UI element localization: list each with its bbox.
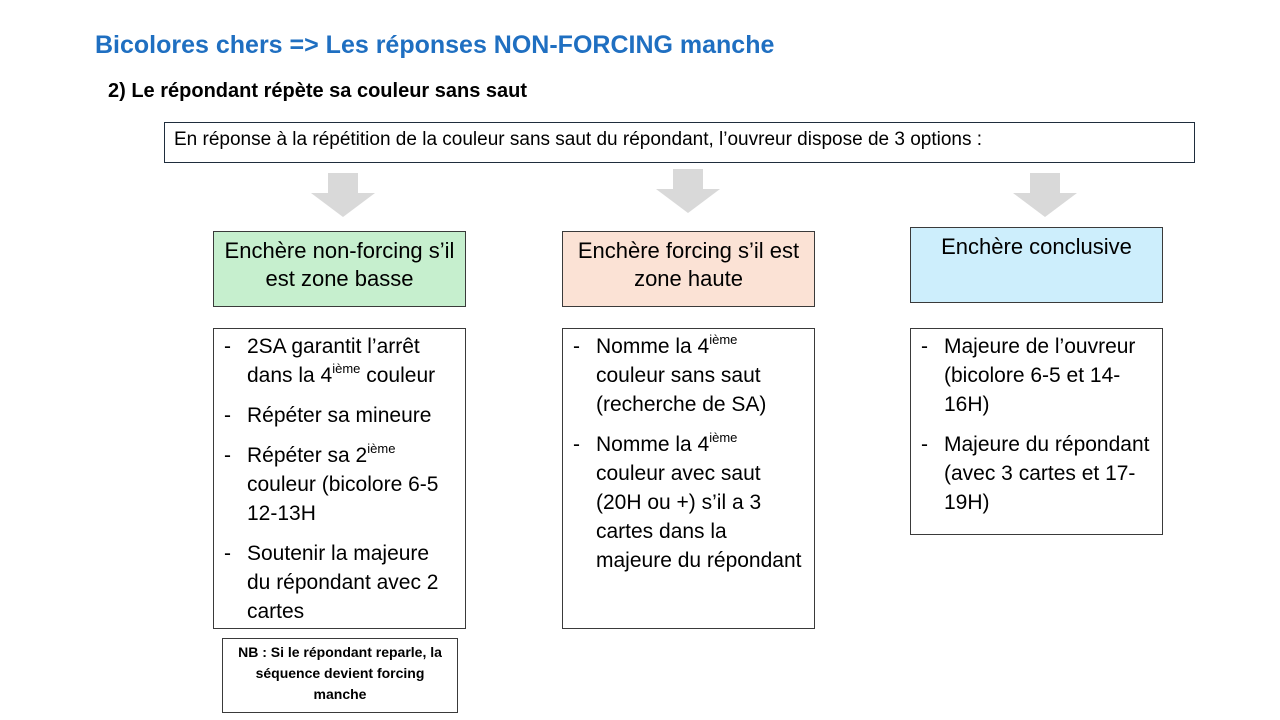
header-forcing: Enchère forcing s’il est zone haute (562, 231, 815, 307)
down-arrow-icon (311, 173, 375, 217)
list-item: - Répéter sa mineure (214, 401, 455, 430)
list-item: - 2SA garantit l’arrêt dans la 4ième couleur (214, 332, 455, 390)
list-item: - Répéter sa 2ième couleur (bicolore 6-5 12-13H (214, 441, 455, 528)
list-item: - Soutenir la majeure du répondant avec 2 cartes (214, 539, 455, 626)
down-arrow-icon (656, 169, 720, 213)
list-non-forcing (213, 328, 466, 629)
note-box: NB : Si le répondant reparle, la séquence devient forcing manche (222, 638, 458, 713)
list-forcing (562, 328, 815, 629)
page-title: Bicolores chers => Les réponses NON-FORCING manche (95, 31, 775, 59)
header-non-forcing: Enchère non-forcing s’il est zone basse (213, 231, 466, 307)
list-conclusive (910, 328, 1163, 535)
list-item: - Majeure de l’ouvreur (bicolore 6-5 et 14-16H) (911, 332, 1152, 419)
section-subtitle: 2) Le répondant répète sa couleur sans saut (108, 80, 528, 102)
intro-box: En réponse à la répétition de la couleur sans saut du répondant, l’ouvreur dispose de 3 options : (164, 122, 1195, 163)
header-conclusive: Enchère conclusive (910, 227, 1163, 303)
list-item: - Nomme la 4ième couleur avec saut (20H ou +) s’il a 3 cartes dans la majeure du répondant (563, 430, 804, 575)
down-arrow-icon (1013, 173, 1077, 217)
list-item: - Nomme la 4ième couleur sans saut (recherche de SA) (563, 332, 804, 419)
list-item: - Majeure du répondant (avec 3 cartes et 17-19H) (911, 430, 1152, 517)
